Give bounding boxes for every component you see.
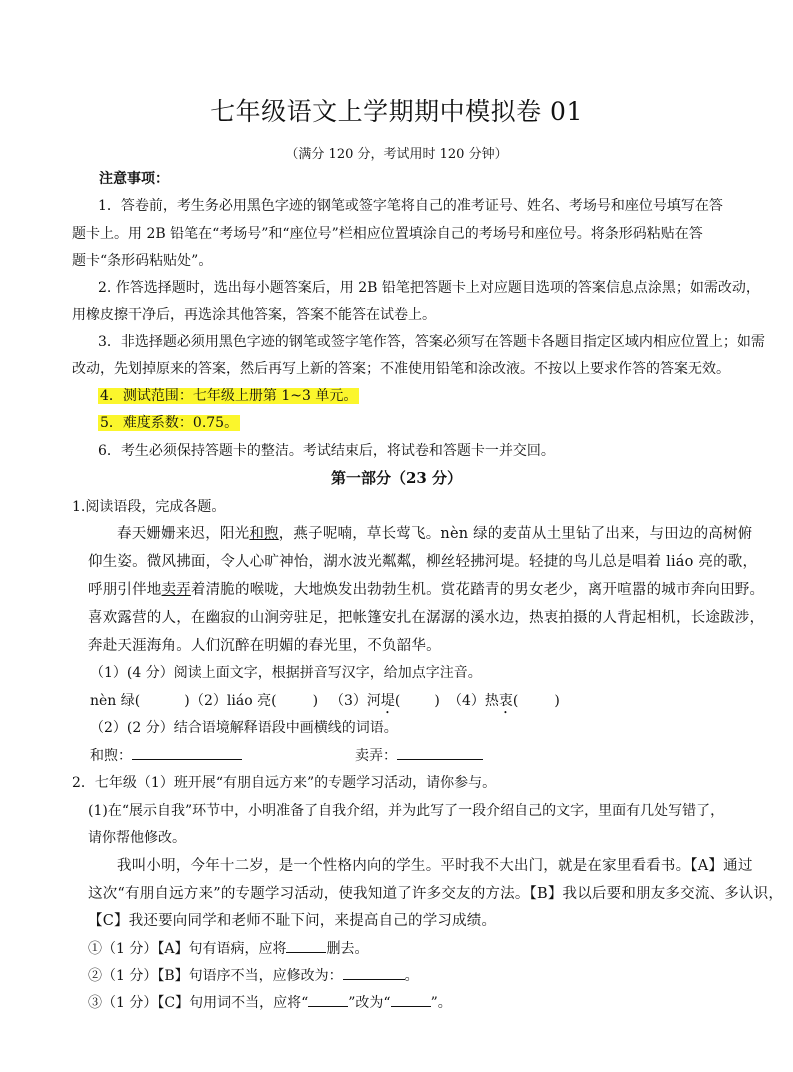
q2-answer-c: ③（1 分）【C】句用词不当，应将“ ”改为“ ”。	[88, 992, 452, 1013]
hexu-blank[interactable]	[132, 745, 242, 760]
notice-2-line-2: 用橡皮擦干净后，再选涂其他答案，答案不能答在试卷上。	[72, 307, 436, 323]
fill-di: （3）河堤( )	[330, 693, 440, 709]
highlight-difficulty: 5．难度系数：0.75。	[100, 415, 239, 431]
underlined-hexu: 和煦	[249, 526, 279, 542]
answer-c-blank-2[interactable]	[391, 992, 431, 1007]
q2-passage-line-1: 我叫小明，今年十二岁，是一个性格内向的学生。平时我不大出门，就是在家里看看书。【A】通过	[117, 858, 753, 874]
notice-6: 6．考生必须保持答题卡的整洁。考试结束后，将试卷和答题卡一并交回。	[98, 443, 555, 459]
q2-answer-b: ②（1 分）【B】句语序不当，应修改为： 。	[88, 965, 419, 986]
q1-sub1: （1）(4 分）阅读上面文字，根据拼音写汉字，给加点字注音。	[90, 665, 482, 681]
answer-b-blank[interactable]	[343, 965, 405, 980]
notice-2-line-1: 2. 作答选择题时，选出每小题答案后，用 2B 铅笔把答题卡上对应题目选项的答案信息点涂黑；如需改动，	[98, 280, 760, 296]
notice-1-line-3: 题卡“条形码粘贴处”。	[72, 253, 213, 269]
q2-answer-a: ①（1 分）【A】句有语病，应将 删去。	[88, 938, 368, 959]
fill-liao: （2）liáo 亮( )	[190, 693, 319, 709]
mainong-answer: 卖弄：	[355, 745, 483, 766]
notice-5	[98, 413, 240, 433]
q1-passage-line-5: 奔赴天涯海角。人们沉醉在明媚的春光里，不负韶华。	[88, 638, 441, 654]
answer-c-blank-1[interactable]	[308, 992, 348, 1007]
fill-nen: nèn 绿( )	[90, 693, 190, 709]
answer-a-blank[interactable]	[286, 938, 326, 953]
q2-sub1-line-2: 请你帮他修改。	[88, 830, 186, 846]
notice-3-line-2: 改动，先划掉原来的答案，然后再写上新的答案；不准使用铅笔和涂改液。不按以上要求作答的答案无效。	[72, 361, 730, 377]
q1-passage-line-4: 喜欢露营的人，在幽寂的山涧旁驻足，把帐篷安扎在潺潺的溪水边，热衷拍摄的人背起相机，长途跋涉，	[88, 610, 765, 626]
notice-4	[98, 386, 359, 406]
q2-sub1-line-1: (1)在“展示自我”环节中，小明准备了自我介绍，并为此写了一段介绍自己的文字，里面有几处写错了，	[88, 803, 725, 819]
q1-passage-line-1: 春天姗姗来迟，阳光和煦，燕子呢喃，草长莺飞。nèn 绿的麦苗从土里钻了出来，与田边的高树俯	[117, 526, 753, 542]
fill-zhong: （4）热衷( )	[448, 693, 560, 709]
underlined-mainong: 卖弄	[161, 582, 191, 598]
mainong-blank[interactable]	[397, 745, 483, 760]
q2-passage-line-3: 【C】我还要向同学和老师不耻下问，来提高自己的学习成绩。	[88, 913, 497, 929]
q1-passage-line-3: 呼朋引伴地卖弄着清脆的喉咙，大地焕发出勃勃生机。赏花踏青的男女老少，离开喧嚣的城市奔向田野。	[88, 582, 765, 598]
page-title: 七年级语文上学期期中模拟卷 01	[210, 97, 583, 126]
q1-passage-line-2: 仰生姿。微风拂面，令人心旷神怡，湖水波光粼粼，柳丝轻拂河堤。轻捷的鸟儿总是唱着 liáo 亮的歌，	[88, 554, 758, 570]
part1-heading: 第一部分（23 分）	[330, 469, 463, 487]
notice-heading: 注意事项：	[99, 171, 169, 187]
q2-passage-line-2: 这次“有朋自远方来”的专题学习活动，使我知道了许多交友的方法。【B】我以后要和朋友多交流、多认识，	[88, 886, 784, 902]
highlight-range: 4．测试范围：七年级上册第 1~3 单元。	[100, 388, 358, 404]
notice-1-line-1: 1．答卷前，考生务必用黑色字迹的钢笔或签字笔将自己的准考证号、姓名、考场号和座位号填写在答	[98, 198, 723, 214]
q2-stem: 2．七年级（1）班开展“有朋自远方来”的专题学习活动，请你参与。	[72, 775, 497, 791]
hexu-answer: 和煦：	[90, 745, 242, 766]
notice-1-line-2: 题卡上。用 2B 铅笔在“考场号”和“座位号”栏相应位置填涂自己的考场号和座位号。将条形码粘贴在答	[72, 226, 703, 242]
notice-3-line-1: 3．非选择题必须用黑色字迹的钢笔或签字笔作答，答案必须写在答题卡各题目指定区域内相应位置上；如需	[98, 334, 765, 350]
page-subtitle: （满分 120 分，考试用时 120 分钟）	[285, 147, 508, 162]
q1-stem: 1.阅读语段，完成各题。	[72, 499, 226, 515]
q1-sub2: （2）(2 分）结合语境解释语段中画横线的词语。	[90, 720, 398, 736]
